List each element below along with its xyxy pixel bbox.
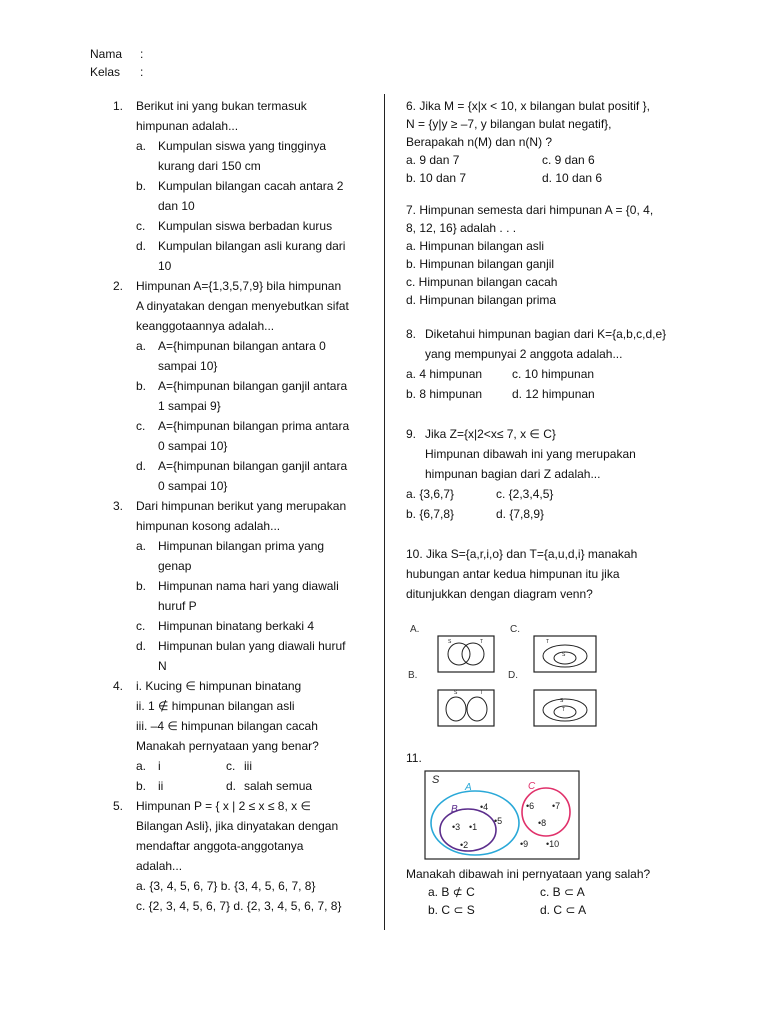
option-letter: c.: [136, 419, 146, 433]
statement: i. Kucing ∈ himpunan binatang: [136, 679, 302, 693]
element: •1: [469, 822, 478, 832]
question-number: 5.: [113, 799, 124, 813]
option-text: b. {6,7,8}: [406, 507, 455, 521]
option-text: A={himpunan bilangan ganjil antara: [158, 379, 348, 393]
option-text: d. {7,8,9}: [496, 507, 545, 521]
option-text: c. B ⊂ A: [540, 885, 585, 899]
option-text: Himpunan nama hari yang diawali: [158, 579, 339, 593]
option-text: genap: [158, 559, 192, 573]
option-label: D.: [508, 670, 518, 681]
question-text: mendaftar anggota-anggotanya: [136, 839, 304, 853]
option-text: d. C ⊂ A: [540, 903, 587, 917]
option-text: 0 sampai 10}: [158, 439, 228, 453]
venn-option-c: [534, 636, 596, 672]
option-text: 10: [158, 259, 172, 273]
option-text: Kumpulan bilangan cacah antara 2: [158, 179, 344, 193]
element: •5: [494, 816, 503, 826]
option-letter: d.: [136, 639, 147, 653]
option-letter: d.: [226, 779, 237, 793]
svg-text:S: S: [448, 639, 452, 645]
venn-option-a: [438, 636, 494, 672]
option-text: A={himpunan bilangan ganjil antara: [158, 459, 348, 473]
option-text: Himpunan bilangan prima yang: [158, 539, 325, 553]
svg-text:T: T: [480, 690, 484, 696]
option-label: C.: [510, 624, 520, 635]
option-text: A={himpunan bilangan prima antara: [158, 419, 350, 433]
question-number: 8.: [406, 327, 417, 341]
option-text: Kumpulan bilangan asli kurang dari: [158, 239, 346, 253]
set-label-s: S: [432, 774, 440, 786]
element: •9: [520, 839, 529, 849]
venn-option-b: [438, 690, 494, 726]
name-label: Nama: [90, 47, 123, 61]
option-text: dan 10: [158, 199, 195, 213]
question-text: himpunan kosong adalah...: [136, 519, 281, 533]
question-text: Jika Z={x|2<x≤ 7, x ∈ C}: [425, 427, 556, 441]
question-number: 2.: [113, 279, 124, 293]
svg-text:T: T: [562, 707, 566, 713]
option-text: Kumpulan siswa yang tingginya: [158, 139, 327, 153]
option-text: c. 10 himpunan: [512, 367, 595, 381]
element: •8: [538, 818, 547, 828]
option-text: b. Himpunan bilangan ganjil: [406, 257, 555, 271]
option-text: ii: [158, 779, 164, 793]
option-text: c. {2,3,4,5}: [496, 487, 554, 501]
option-letter: b.: [136, 179, 147, 193]
question-text: N = {y|y ≥ –7, y bilangan bulat negatif},: [406, 117, 612, 131]
option-text: c. {2, 3, 4, 5, 6, 7} d. {2, 3, 4, 5, 6, 7, 8}: [136, 899, 342, 913]
option-text: iii: [244, 759, 252, 773]
class-colon: :: [140, 65, 144, 79]
option-text: d. 10 dan 6: [542, 171, 603, 185]
option-letter: c.: [226, 759, 236, 773]
option-label: B.: [408, 670, 418, 681]
option-text: A={himpunan bilangan antara 0: [158, 339, 326, 353]
question-text: Dari himpunan berikut yang merupakan: [136, 499, 347, 513]
name-colon: :: [140, 47, 144, 61]
question-text: ditunjukkan dengan diagram venn?: [406, 587, 593, 601]
question-text: himpunan bagian dari Z adalah...: [425, 467, 601, 481]
question-text: 7. Himpunan semesta dari himpunan A = {0, 4,: [406, 203, 654, 217]
question-number: 1.: [113, 99, 124, 113]
statement: ii. 1 ∉ himpunan bilangan asli: [136, 699, 295, 713]
option-text: 0 sampai 10}: [158, 479, 228, 493]
svg-text:T: T: [480, 639, 484, 645]
element: •10: [546, 839, 560, 849]
svg-text:S: S: [562, 652, 566, 658]
option-text: b. 10 dan 7: [406, 171, 467, 185]
svg-text:T: T: [546, 639, 550, 645]
question-number: 9.: [406, 427, 417, 441]
question-text: Berikut ini yang bukan termasuk: [136, 99, 307, 113]
option-letter: a.: [136, 139, 147, 153]
element: •7: [552, 801, 561, 811]
question-text: adalah...: [136, 859, 183, 873]
question-number: 3.: [113, 499, 124, 513]
option-text: N: [158, 659, 167, 673]
question-number: 4.: [113, 679, 124, 693]
option-text: c. Himpunan bilangan cacah: [406, 275, 558, 289]
option-letter: b.: [136, 579, 147, 593]
question-text: Manakah pernyataan yang benar?: [136, 739, 319, 753]
option-text: a. 4 himpunan: [406, 367, 483, 381]
option-letter: b.: [136, 779, 147, 793]
element: •4: [480, 802, 489, 812]
option-text: d. Himpunan bilangan prima: [406, 293, 557, 307]
set-label-b: B: [451, 804, 458, 815]
venn-option-d: [534, 690, 596, 726]
question-text: A dinyatakan dengan menyebutkan sifat: [136, 299, 349, 313]
option-text: b. C ⊂ S: [428, 903, 475, 917]
set-label-c: C: [528, 781, 536, 792]
option-text: a. 9 dan 7: [406, 153, 460, 167]
venn-options-figure: [400, 614, 600, 744]
option-text: a. {3,6,7}: [406, 487, 455, 501]
class-label: Kelas: [90, 65, 121, 79]
option-text: kurang dari 150 cm: [158, 159, 261, 173]
element: •2: [460, 840, 469, 850]
option-text: b. 8 himpunan: [406, 387, 483, 401]
question-text: Diketahui himpunan bagian dari K={a,b,c,d,e}: [425, 327, 667, 341]
question-text: 10. Jika S={a,r,i,o} dan T={a,u,d,i} manakah: [406, 547, 638, 561]
option-text: Himpunan binatang berkaki 4: [158, 619, 315, 633]
question-text: Bilangan Asli}, jika dinyatakan dengan: [136, 819, 339, 833]
option-label: A.: [410, 624, 420, 635]
option-letter: a.: [136, 539, 147, 553]
question-text: 8, 12, 16} adalah . . .: [406, 221, 517, 235]
option-text: a. {3, 4, 5, 6, 7} b. {3, 4, 5, 6, 7, 8}: [136, 879, 316, 893]
option-text: Himpunan bulan yang diawali huruf: [158, 639, 346, 653]
question-text: Himpunan A={1,3,5,7,9} bila himpunan: [136, 279, 342, 293]
option-text: d. 12 himpunan: [512, 387, 595, 401]
question-text: himpunan adalah...: [136, 119, 239, 133]
question-text: Himpunan P = { x | 2 ≤ x ≤ 8, x ∈: [136, 799, 311, 813]
question-text: hubungan antar kedua himpunan itu jika: [406, 567, 620, 581]
option-text: c. 9 dan 6: [542, 153, 595, 167]
option-text: i: [158, 759, 161, 773]
question-text: Manakah dibawah ini pernyataan yang salah?: [406, 867, 651, 881]
column-divider: [384, 94, 385, 930]
option-text: 1 sampai 9}: [158, 399, 221, 413]
statement: iii. –4 ∈ himpunan bilangan cacah: [136, 719, 318, 733]
option-text: salah semua: [244, 779, 313, 793]
option-letter: a.: [136, 339, 147, 353]
question-text: 6. Jika M = {x|x < 10, x bilangan bulat positif },: [406, 99, 650, 113]
question-text: keanggotaannya adalah...: [136, 319, 275, 333]
option-letter: d.: [136, 459, 147, 473]
element: •6: [526, 801, 535, 811]
option-letter: c.: [136, 219, 146, 233]
option-text: a. Himpunan bilangan asli: [406, 239, 545, 253]
svg-text:S: S: [560, 698, 564, 704]
option-letter: c.: [136, 619, 146, 633]
option-text: sampai 10}: [158, 359, 218, 373]
venn-diagram-q11: [424, 770, 582, 862]
question-text: Berapakah n(M) dan n(N) ?: [406, 135, 553, 149]
option-letter: b.: [136, 379, 147, 393]
set-label-a: A: [465, 782, 472, 793]
option-text: Kumpulan siswa berbadan kurus: [158, 219, 333, 233]
question-text: Himpunan dibawah ini yang merupakan: [425, 447, 636, 461]
option-text: huruf P: [158, 599, 197, 613]
question-number: 11.: [406, 751, 422, 765]
option-text: a. B ⊄ C: [428, 885, 475, 899]
question-text: yang mempunyai 2 anggota adalah...: [425, 347, 623, 361]
option-letter: d.: [136, 239, 147, 253]
svg-text:S: S: [454, 690, 458, 696]
element: •3: [452, 822, 461, 832]
option-letter: a.: [136, 759, 147, 773]
